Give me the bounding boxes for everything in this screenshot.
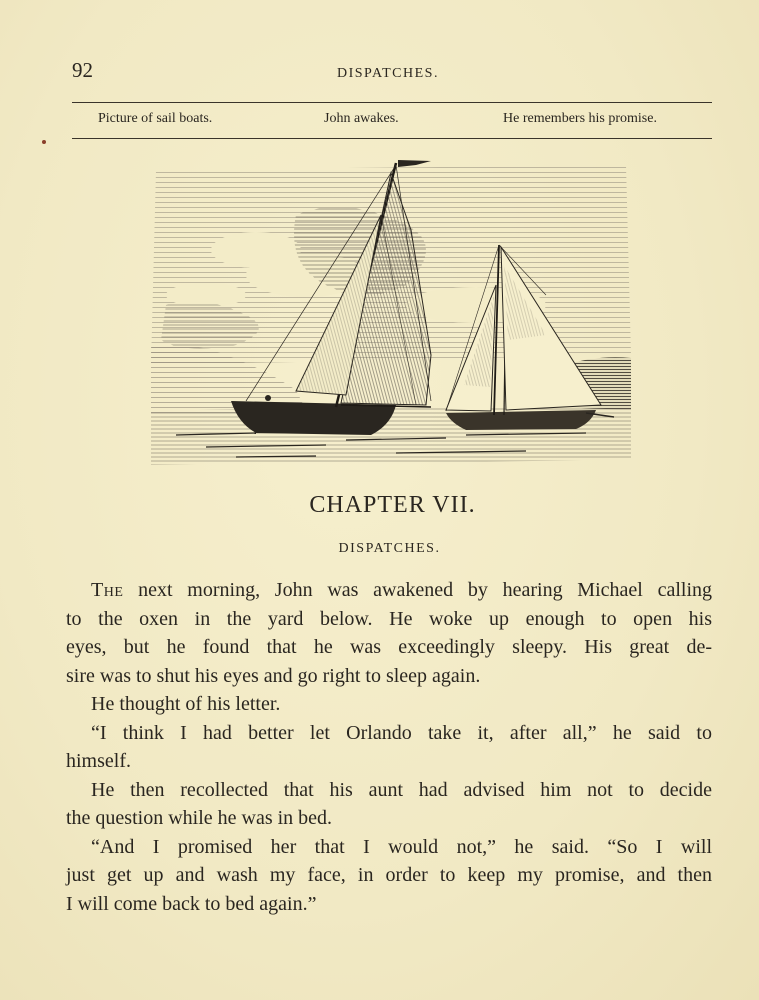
chapter-subtitle: DISPATCHES. <box>338 541 441 556</box>
text-line: himself. <box>66 750 131 772</box>
chapter-heading: CHAPTER VII. <box>309 492 476 518</box>
ink-mark <box>42 140 46 144</box>
page-number: 92 <box>72 58 93 82</box>
text-line: eyes, but he found that he was exceedingly sleepy. His great de- <box>66 636 712 658</box>
text-line: just get up and wash my face, in order to keep my promise, and then <box>66 864 712 886</box>
text-line: I will come back to bed again.” <box>66 892 317 915</box>
sail-boats-illustration <box>146 155 636 475</box>
text-line: sire was to shut his eyes and go right to sleep again. <box>66 664 481 687</box>
summary-left: Picture of sail boats. <box>98 111 213 126</box>
text-line: He thought of his letter. <box>91 693 281 715</box>
text-line: The next morning, John was awakened by hearing Michael calling <box>91 579 712 601</box>
text-line: to the oxen in the yard below. He woke up enough to open his <box>66 607 712 630</box>
running-head <box>72 58 712 86</box>
running-head-title: DISPATCHES. <box>337 66 439 81</box>
lead-word: The <box>91 579 124 601</box>
text-line: “And I promised her that I would not,” he said. “So I will <box>91 835 712 858</box>
text-line: He then recollected that his aunt had advised him not to decide <box>91 778 712 801</box>
bottom-rule <box>72 138 712 139</box>
text-line: “I think I had better let Orlando take it, after all,” he said to <box>91 721 712 744</box>
summary-center: John awakes. <box>324 111 399 126</box>
body-text <box>66 576 712 918</box>
summary-right: He remembers his promise. <box>503 111 657 126</box>
top-rule <box>72 102 712 103</box>
text-line: the question while he was in bed. <box>66 807 333 829</box>
